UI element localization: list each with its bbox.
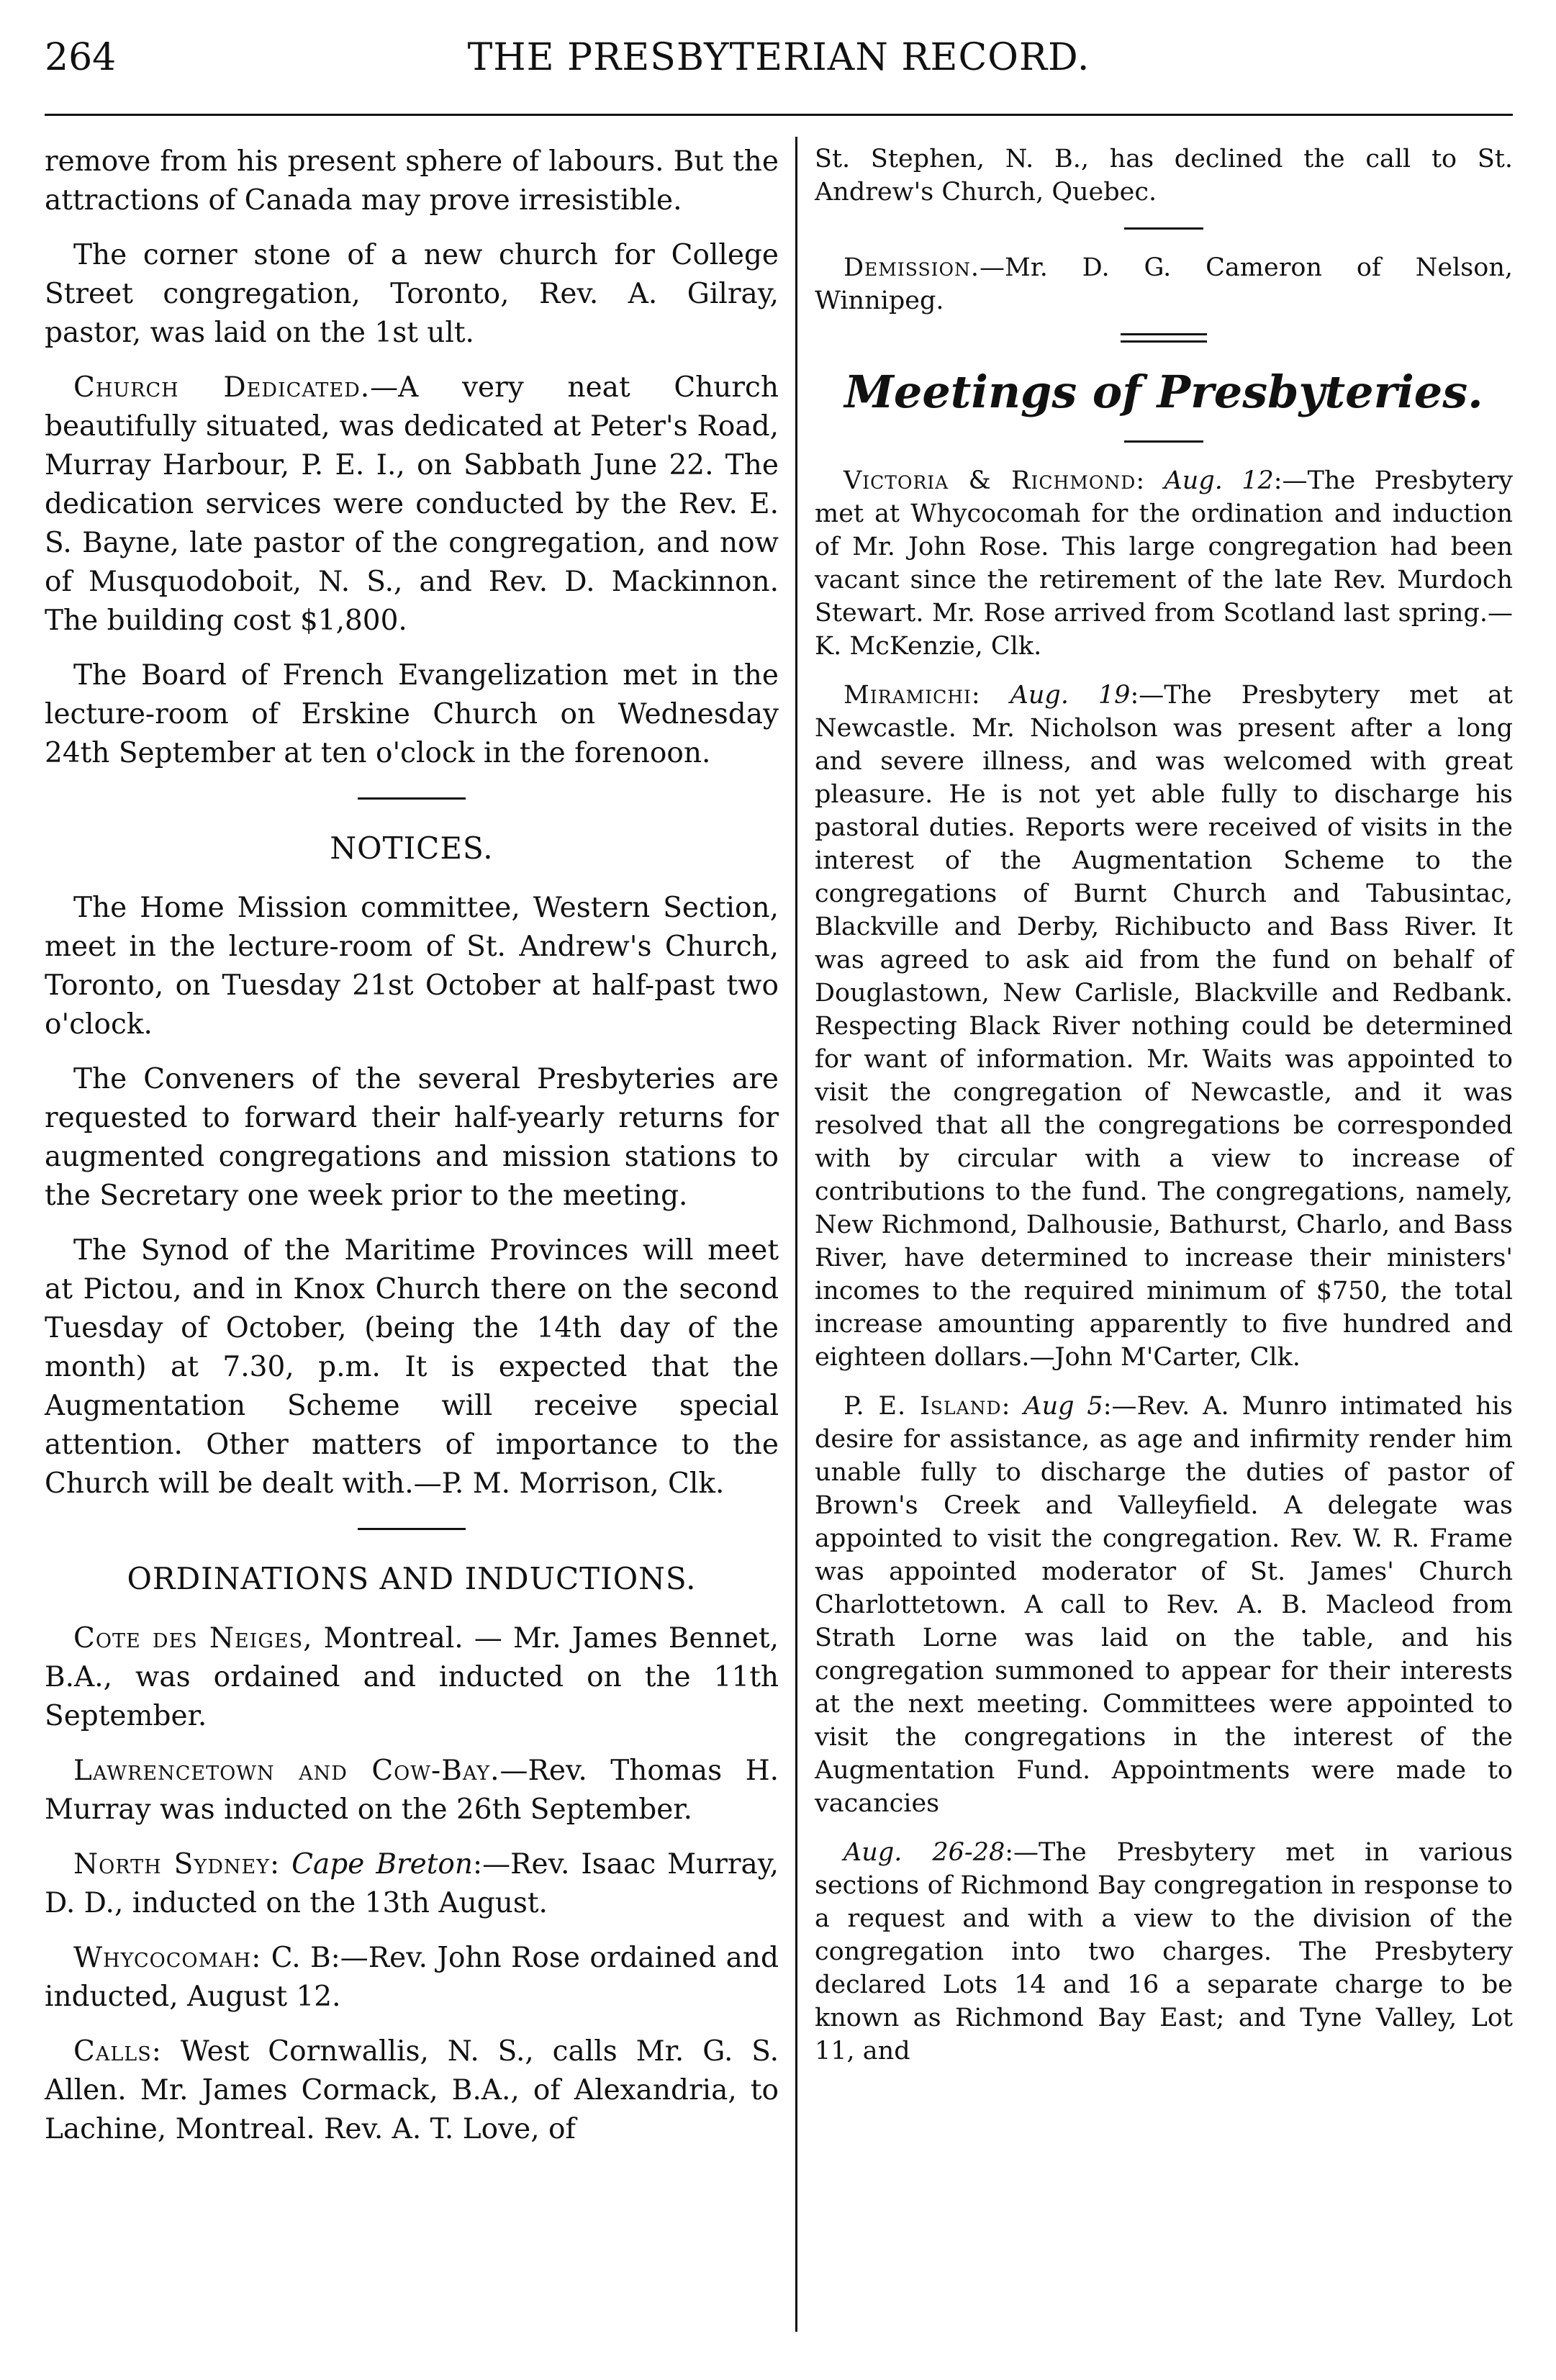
presbytery-miramichi bbox=[815, 679, 1513, 1374]
section-rule bbox=[358, 1528, 466, 1530]
left-column bbox=[45, 142, 779, 2165]
ordination-place: Lawrencetown and Cow-Bay. bbox=[73, 1755, 500, 1787]
ordination-text: —Rev. Thomas H. Murray was inducted on the 26th September. bbox=[45, 1755, 779, 1826]
notice-home-mission: The Home Mission committee, Western Section, meet in the lecture-room of St. Andrew's Church, Toronto, on Tuesday 21st October at half-past two o'clock. bbox=[45, 892, 779, 1041]
calls-heading: Calls: bbox=[73, 2035, 162, 2068]
ordination-lawrencetown bbox=[45, 1752, 779, 1829]
page-header bbox=[45, 29, 1513, 86]
meeting-date: Aug 5 bbox=[1010, 1392, 1103, 1421]
presbytery-text: :—Rev. A. Munro intimated his desire for assistance, as age and infirmity render him unable fully to discharge the duties of pastor of Brown's Creek and Valleyfield. A delegate was appointed to visit the congregation. Rev. W. R. Frame was appointed moderator of St. James' Church Charlottetown. A call to Rev. A. B. Macleod from Strath Lorne was laid on the table, and his congregation summoned to appear for their interests at the next meeting. Committees were appointed to visit the congregations in the interest of the Augmentation Fund. Appointments were made to vacancies bbox=[815, 1392, 1513, 1818]
meeting-date: Aug. 26-28 bbox=[843, 1838, 1005, 1867]
ordination-cote-des-neiges bbox=[45, 1619, 779, 1736]
demission-text: —Mr. D. G. Cameron of Nelson, Winnipeg. bbox=[815, 253, 1513, 315]
meeting-date: Aug. 12 bbox=[1145, 466, 1274, 495]
presbytery-name: Miramichi: bbox=[843, 681, 981, 710]
page-number: 264 bbox=[45, 36, 117, 79]
notices-heading: NOTICES. bbox=[330, 831, 494, 866]
ordination-place: Whycocomah: bbox=[73, 1942, 262, 1974]
ordination-whycocomah bbox=[45, 1939, 779, 2017]
presbytery-name: Victoria & Richmond: bbox=[843, 466, 1146, 495]
meeting-date: Aug. 19 bbox=[980, 681, 1131, 710]
notice-conveners: The Conveners of the several Presbyteries are requested to forward their half-yearly returns for augmented congregations and mission stations to the Secretary one week prior to the meeting. bbox=[45, 1063, 779, 1212]
demission-paragraph bbox=[815, 251, 1513, 317]
calls-paragraph bbox=[45, 2032, 779, 2149]
presbytery-text: :—The Presbytery met in various sections of Richmond Bay congregation in response to a request and with a view to the division of the congregation into two charges. The Presbytery declared Lots 14 and 16 a separate charge to be known as Richmond Bay East; and Tyne Valley, Lot 11, and bbox=[815, 1838, 1513, 2065]
presbytery-name: P. E. Island: bbox=[843, 1392, 1011, 1421]
ordinations-heading: ORDINATIONS AND INDUCTIONS. bbox=[127, 1561, 697, 1596]
ordination-place: Cote des Neiges, bbox=[73, 1622, 313, 1655]
running-title: THE PRESBYTERIAN RECORD. bbox=[467, 36, 1090, 79]
church-dedicated-heading: Church Dedicated. bbox=[73, 371, 371, 404]
presbytery-pe-island bbox=[815, 1390, 1513, 1820]
ordination-north-sydney bbox=[45, 1845, 779, 1923]
header-rule bbox=[45, 114, 1513, 116]
column-divider bbox=[795, 137, 797, 2332]
right-column bbox=[815, 142, 1513, 2083]
ordination-text: Montreal. — Mr. James Bennet, B.A., was ordained and inducted on the 11th September. bbox=[45, 1622, 779, 1732]
presbytery-text: :—The Presbytery met at Whycocomah for the ordination and induction of Mr. John Rose. This large congregation had been vacant since the retirement of the late Rev. Murdoch Stewart. Mr. Rose arrived from Scotland last spring.—K. McKenzie, Clk. bbox=[815, 466, 1513, 661]
ordination-subplace: Cape Breton bbox=[280, 1848, 473, 1881]
continued-paragraph: St. Stephen, N. B., has declined the call to St. Andrew's Church, Quebec. bbox=[815, 145, 1513, 207]
double-rule bbox=[1121, 333, 1207, 343]
ordination-place: North Sydney: bbox=[73, 1848, 281, 1881]
church-dedicated-paragraph bbox=[45, 368, 779, 641]
demission-heading: Demission. bbox=[843, 253, 980, 282]
notice-synod: The Synod of the Maritime Provinces will meet at Pictou, and in Knox Church there on the second Tuesday of October, (being the 14th day of the month) at 7.30, p.m. It is expected that the Augmentation Scheme will receive special attention. Other matters of importance to the Church will be dealt with.—P. M. Morrison, Clk. bbox=[45, 1234, 779, 1500]
presbytery-aug-26-meeting bbox=[815, 1836, 1513, 2068]
board-paragraph: The Board of French Evangelization met in the lecture-room of Erskine Church on Wednesday 24th September at ten o'clock in the forenoon. bbox=[45, 659, 779, 769]
calls-text: West Cornwallis, N. S., calls Mr. G. S. Allen. Mr. James Cormack, B.A., of Alexandria, to Lachine, Montreal. Rev. A. T. Love, of bbox=[45, 2035, 779, 2145]
section-rule bbox=[1124, 227, 1203, 230]
ordination-text: C. B:—Rev. John Rose ordained and inducted, August 12. bbox=[45, 1942, 779, 2013]
presbytery-victoria-richmond bbox=[815, 464, 1513, 663]
cornerstone-paragraph: The corner stone of a new church for College Street congregation, Toronto, Rev. A. Gilray, pastor, was laid on the 1st ult. bbox=[45, 239, 779, 349]
ordination-text: :—Rev. Isaac Murray, D. D., inducted on the 13th August. bbox=[45, 1848, 779, 1919]
meetings-heading: Meetings of Presbyteries. bbox=[844, 366, 1483, 418]
church-dedicated-text: —A very neat Church beautifully situated, was dedicated at Peter's Road, Murray Harbour, P. E. I., on Sabbath June 22. The dedication services were conducted by the Rev. E. S. Bayne, late pastor of the congregation, and now of Musquodoboit, N. S., and Rev. D. Mackinnon. The building cost $1,800. bbox=[45, 371, 779, 637]
presbytery-text: :—The Presbytery met at Newcastle. Mr. Nicholson was present after a long and severe illness, and was welcomed with great pleasure. He is not yet able fully to discharge his pastoral duties. Reports were received of visits in the interest of the Augmentation Scheme to the congregations of Burnt Church and Tabusintac, Blackville and Derby, Richibucto and Bass River. It was agreed to ask aid from the fund on behalf of Douglastown, New Carlisle, Blackville and Redbank. Respecting Black River nothing could be determined for want of information. Mr. Waits was appointed to visit the congregation of Newcastle, and it was resolved that all the congregations be corresponded with by circular with a view to increase of contributions to the fund. The congregations, namely, New Richmond, Dalhousie, Bathurst, Charlo, and Bass River, have determined to increase their ministers' incomes to the required minimum of $750, the total increase amounting apparently to five hundred and eighteen dollars.—John M'Carter, Clk. bbox=[815, 681, 1513, 1372]
section-rule bbox=[1124, 440, 1203, 443]
section-rule bbox=[358, 797, 466, 800]
continued-paragraph: remove from his present sphere of labours. But the attractions of Canada may prove irresistible. bbox=[45, 145, 779, 217]
